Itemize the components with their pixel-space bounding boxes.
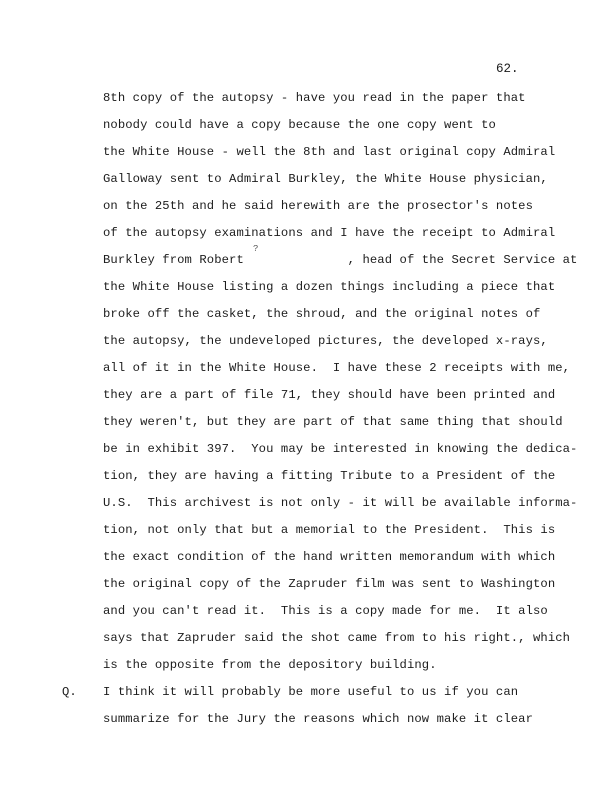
- text-line: the original copy of the Zapruder film was sent to Washington: [103, 577, 556, 591]
- text-line: tion, they are having a fitting Tribute to a President of the: [103, 469, 556, 483]
- text-line: U.S. This archivest is not only - it will be available informa-: [103, 496, 578, 510]
- text-line: of the autopsy examinations and I have the receipt to Admiral: [103, 226, 556, 240]
- text-line: the White House listing a dozen things including a piece that: [103, 280, 556, 294]
- text-line: they weren't, but they are part of that same thing that should: [103, 415, 563, 429]
- question-line: I think it will probably be more useful to us if you can: [103, 685, 519, 699]
- question-label: Q.: [62, 685, 77, 699]
- text-line: the autopsy, the undeveloped pictures, the developed x-rays,: [103, 334, 548, 348]
- handwritten-question-mark: ?: [253, 244, 259, 254]
- text-line: on the 25th and he said herewith are the prosector's notes: [103, 199, 533, 213]
- text-line: tion, not only that but a memorial to the President. This is: [103, 523, 556, 537]
- text-line: is the opposite from the depository building.: [103, 658, 437, 672]
- text-line: 8th copy of the autopsy - have you read in the paper that: [103, 91, 526, 105]
- text-line: says that Zapruder said the shot came from to his right., which: [103, 631, 571, 645]
- text-line: all of it in the White House. I have these 2 receipts with me,: [103, 361, 571, 375]
- text-line: broke off the casket, the shroud, and the original notes of: [103, 307, 541, 321]
- text-line: be in exhibit 397. You may be interested in knowing the dedica-: [103, 442, 578, 456]
- page-number: 62.: [496, 62, 519, 76]
- text-line: the White House - well the 8th and last original copy Admiral: [103, 145, 556, 159]
- text-line: they are a part of file 71, they should have been printed and: [103, 388, 556, 402]
- text-line: the exact condition of the hand written memorandum with which: [103, 550, 556, 564]
- text-line: Burkley from Robert , head of the Secret Service at: [103, 253, 578, 267]
- text-line: nobody could have a copy because the one copy went to: [103, 118, 496, 132]
- text-line: Galloway sent to Admiral Burkley, the White House physician,: [103, 172, 548, 186]
- text-line: and you can't read it. This is a copy made for me. It also: [103, 604, 548, 618]
- question-line: summarize for the Jury the reasons which now make it clear: [103, 712, 533, 726]
